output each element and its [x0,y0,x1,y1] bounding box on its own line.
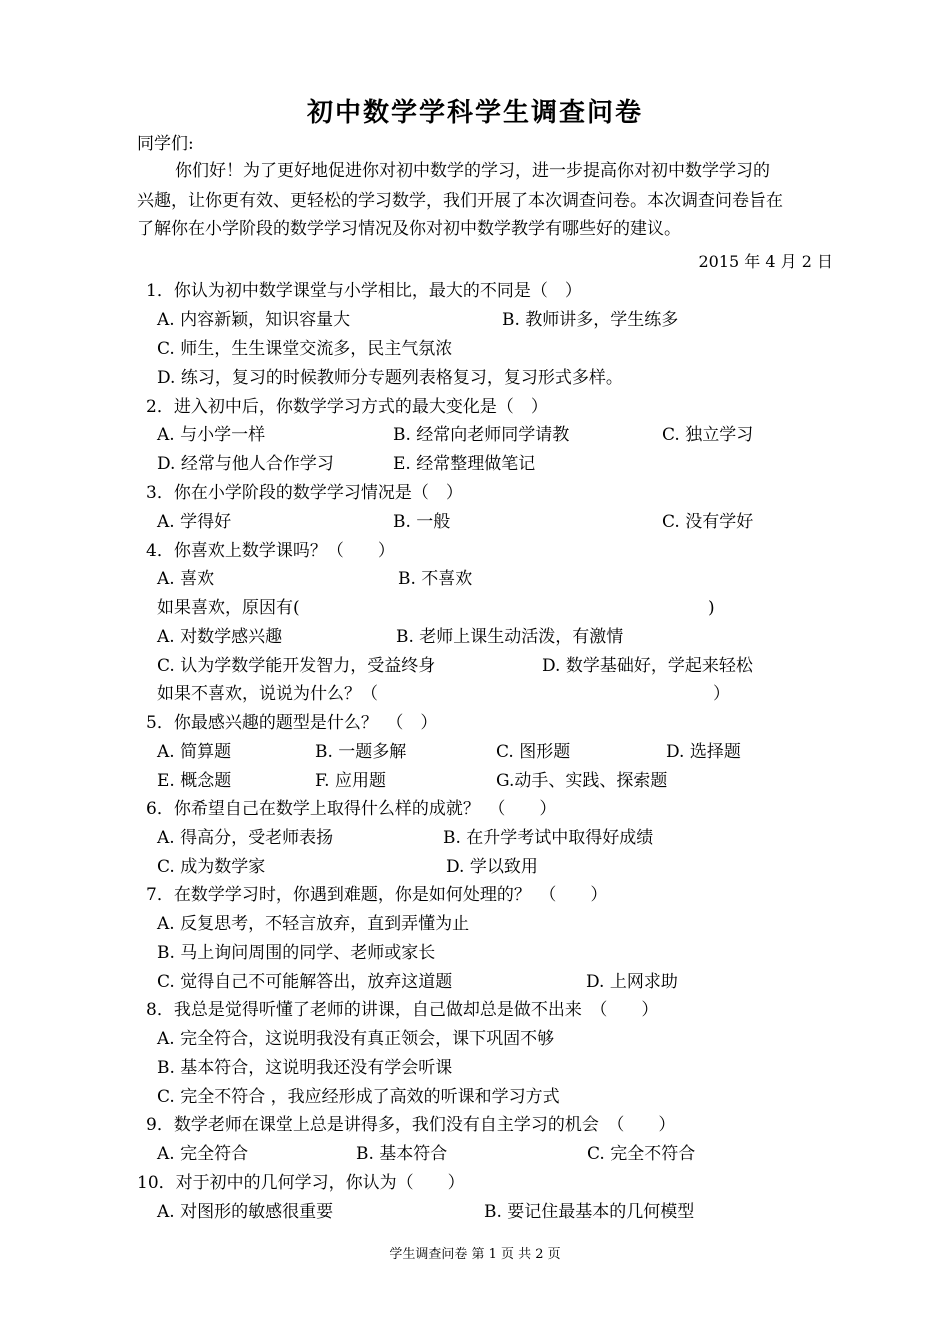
option-c[interactable]: C. 独立学习 [662,425,754,445]
reason-dislike-line [157,682,937,706]
page-footer: 学生调查问卷 第 1 页 共 2 页 [389,1247,561,1262]
option-a[interactable]: A. 简算题 [157,742,232,762]
intro-line-2: 兴趣，让你更有效、更轻松的学习数学，我们开展了本次调查问卷。本次调查问卷旨在 [137,191,783,211]
option-b[interactable]: B. 一题多解 [315,742,407,762]
page-title: 初中数学学科学生调查问卷 [306,98,643,128]
option-e[interactable]: E. 经常整理做笔记 [393,454,536,474]
question-9-options [157,1142,937,1166]
option-a[interactable]: A. 与小学一样 [157,425,266,445]
option-a[interactable]: A. 内容新颖，知识容量大 [157,310,351,330]
question-5: 5．你最感兴趣的题型是什么？ （ ） [146,713,438,733]
option-d[interactable]: D. 练习，复习的时候教师分专题列表格复习，复习形式多样。 [157,368,623,388]
option-b[interactable]: B. 经常向老师同学请教 [393,425,570,445]
option-c[interactable]: C. 完全不符合 ，我应经形成了高效的听课和学习方式 [157,1087,560,1107]
question-4: 4．你喜欢上数学课吗？（ ） [146,541,395,561]
question-3: 3．你在小学阶段的数学学习情况是（ ） [146,483,463,503]
reason-like-options-row-2 [157,654,937,678]
option-a[interactable]: A. 反复思考，不轻言放弃，直到弄懂为止 [157,914,470,934]
reason-option-c[interactable]: C. 认为学数学能开发智力，受益终身 [157,656,436,676]
option-a[interactable]: A. 对图形的敏感很重要 [157,1202,334,1222]
question-5-options-row-1 [157,740,937,764]
reason-dislike-close: ） [713,684,730,704]
option-a[interactable]: A. 学得好 [157,512,232,532]
question-3-options [157,510,937,534]
option-d[interactable]: D. 上网求助 [586,972,678,992]
option-d[interactable]: D. 经常与他人合作学习 [157,454,334,474]
reason-like-line [157,596,937,620]
option-b[interactable]: B. 基本符合 [356,1144,448,1164]
option-c[interactable]: C. 成为数学家 [157,857,266,877]
option-a[interactable]: A. 喜欢 [157,569,215,589]
question-7: 7．在数学学习时，你遇到难题，你是如何处理的？ （ ） [146,885,608,905]
option-f[interactable]: F. 应用题 [315,771,386,791]
option-b[interactable]: B. 要记住最基本的几何模型 [484,1202,695,1222]
option-a[interactable]: A. 完全符合 [157,1144,249,1164]
option-b[interactable]: B. 教师讲多，学生练多 [502,310,679,330]
reason-option-d[interactable]: D. 数学基础好，学起来轻松 [542,656,753,676]
intro-line-3: 了解你在小学阶段的数学学习情况及你对初中数学教学有哪些好的建议。 [137,219,681,239]
option-c[interactable]: C. 师生，生生课堂交流多，民主气氛浓 [157,339,453,359]
reason-option-a[interactable]: A. 对数学感兴趣 [157,627,283,647]
option-g[interactable]: G.动手、实践、探索题 [496,771,668,791]
question-8: 8．我总是觉得听懂了老师的讲课，自己做却总是做不出来 （ ） [146,1000,659,1020]
question-9: 9．数学老师在课堂上总是讲得多，我们没有自主学习的机会 （ ） [146,1115,676,1135]
question-4-options [157,567,937,591]
question-1: 1．你认为初中数学课堂与小学相比，最大的不同是（ ） [146,281,582,301]
question-1-options-row-1 [157,308,937,332]
question-7-options-row-3 [157,970,937,994]
reason-like-options-row-1 [157,625,937,649]
greeting: 同学们: [137,134,194,154]
option-a[interactable]: A. 完全符合，这说明我没有真正领会，课下巩固不够 [157,1029,555,1049]
option-b[interactable]: B. 在升学考试中取得好成绩 [443,828,654,848]
option-d[interactable]: D. 学以致用 [446,857,538,877]
reason-dislike-prompt: 如果不喜欢，说说为什么？（ [157,684,378,704]
option-a[interactable]: A. 得高分，受老师表扬 [157,828,334,848]
reason-option-b[interactable]: B. 老师上课生动活泼，有激情 [396,627,624,647]
option-b[interactable]: B. 马上询问周围的同学、老师或家长 [157,943,436,963]
survey-date: 2015 年 4 月 2 日 [698,252,833,271]
option-c[interactable]: C. 觉得自己不可能解答出，放弃这道题 [157,972,453,992]
question-2-options-row-2 [157,452,937,476]
option-d[interactable]: D. 选择题 [666,742,741,762]
option-c[interactable]: C. 完全不符合 [587,1144,696,1164]
question-5-options-row-2 [157,769,937,793]
reason-like-close: ) [708,598,715,618]
option-b[interactable]: B. 不喜欢 [398,569,473,589]
option-e[interactable]: E. 概念题 [157,771,232,791]
question-10-options [157,1200,937,1224]
option-c[interactable]: C. 图形题 [496,742,571,762]
question-6-options-row-1 [157,826,937,850]
question-6: 6．你希望自己在数学上取得什么样的成就？ （ ） [146,799,557,819]
question-2-options-row-1 [157,423,937,447]
intro-line-1: 你们好！为了更好地促进你对初中数学的学习，进一步提高你对初中数学学习的 [175,161,770,181]
question-6-options-row-2 [157,855,937,879]
option-b[interactable]: B. 基本符合，这说明我还没有学会听课 [157,1058,453,1078]
option-b[interactable]: B. 一般 [393,512,451,532]
reason-like-prompt: 如果喜欢，原因有( [157,598,300,618]
option-c[interactable]: C. 没有学好 [662,512,754,532]
question-2: 2．进入初中后，你数学学习方式的最大变化是（ ） [146,397,548,417]
question-10: 10．对于初中的几何学习，你认为（ ） [137,1173,465,1193]
